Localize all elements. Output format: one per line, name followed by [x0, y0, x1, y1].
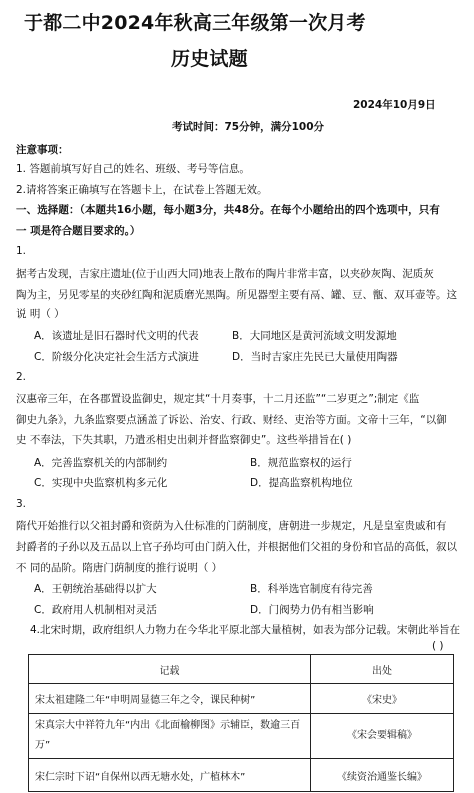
- table-cell: 宋太祖建隆二年“申明周显德三年之令，课民种树”: [29, 684, 311, 714]
- section-heading: 一、选择题：（本题共16小题，每小题3分，共48分。在每个小题给出的四个选项中，只有: [16, 204, 440, 216]
- column-header: 记载: [29, 655, 311, 684]
- question-text: 汉惠帝三年，在各郡置设监御史，规定其“十月奏事，十二月还监”“二岁更之”;制定《监: [16, 393, 420, 405]
- question-text: 隋代开始推行以父祖封爵和资荫为入仕标准的门荫制度，唐朝进一步规定，凡是皇室贵戚和有: [16, 520, 447, 532]
- question-text: [30, 622, 460, 637]
- question-number: 3.: [16, 498, 27, 510]
- table-cell: 《续资治通鉴长编》: [311, 759, 454, 792]
- question-text: 史 不奉法，下失其职，乃遣丞相史出刺并督监察御史”。这些举措旨在( ): [16, 434, 352, 446]
- option-c: C．阶级分化决定社会生活方式演进: [34, 351, 199, 363]
- notes-item: 2.请将答案正确填写在答题卡上，在试卷上答题无效。: [16, 184, 268, 196]
- table-cell: 宋真宗大中祥符九年“内出《北面榆柳图》示辅臣，数逾三百万”: [29, 714, 311, 759]
- question-number: 4.: [30, 624, 41, 636]
- option-b: B．大同地区是黄河流域文明发源地: [232, 330, 397, 342]
- option-a: A．完善监察机关的内部制约: [34, 457, 168, 469]
- question-text: 封爵者的子孙以及五品以上官子孙均可由门荫入仕，并根据他们父祖的身份和官品的高低，叙以: [16, 541, 457, 553]
- question-number: 2.: [16, 371, 27, 383]
- exam-date: 2024年10月9日: [353, 99, 436, 111]
- table-row: [29, 759, 454, 792]
- table-cell: 《宋会要辑稿》: [311, 714, 454, 759]
- answer-blank: ( ): [432, 640, 444, 652]
- table-header-row: [29, 655, 454, 684]
- exam-title: 于都二中2024年秋高三年级第一次月考: [24, 12, 366, 34]
- option-c: C．政府用人机制相对灵活: [34, 604, 157, 616]
- question-stem: 北宋时期，政府组织人力物力在今华北平原北部大量植树，如表为部分记载。宋朝此举旨在: [40, 624, 461, 636]
- option-c: C．实现中央监察机构多元化: [34, 477, 168, 489]
- option-a: A．该遗址是旧石器时代文明的代表: [34, 330, 199, 342]
- exam-subject: 历史试题: [171, 48, 248, 70]
- question-text: 御史九条》，九条监察要点涵盖了诉讼、治安、行政、财经、吏治等方面。文帝十三年，“以御: [16, 414, 447, 426]
- option-b: B．科举选官制度有待完善: [250, 583, 373, 595]
- question-text: 不 同的品阶。隋唐门荫制度的推行说明（ ）: [16, 562, 223, 574]
- table-cell: 宋仁宗时下诏“自保州以西无塘水处，广植林木”: [29, 759, 311, 792]
- question-text: 据考古发现，吉家庄遗址(位于山西大同)地表上散布的陶片非常丰富，以夹砂灰陶、泥质灰: [16, 268, 434, 280]
- table-cell: 《宋史》: [311, 684, 454, 714]
- option-d: D．门阀势力仍有相当影响: [250, 604, 374, 616]
- notes-heading: 注意事项：: [16, 144, 69, 156]
- notes-item: 1. 答题前填写好自己的姓名、班级、考号等信息。: [16, 163, 250, 175]
- section-heading-cont: 一 项是符合题目要求的。）: [16, 225, 141, 237]
- option-d: D．当时吉家庄先民已大量使用陶器: [232, 351, 398, 363]
- option-d: D．提高监察机构地位: [250, 477, 353, 489]
- option-a: A．王朝统治基础得以扩大: [34, 583, 157, 595]
- records-table: [28, 654, 454, 792]
- table-row: [29, 714, 454, 759]
- option-b: B．规范监察权的运行: [250, 457, 352, 469]
- question-text: 说 明（ ）: [16, 308, 65, 320]
- question-number: 1.: [16, 245, 27, 257]
- question-text: 陶为主，另见零星的夹砂红陶和泥质磨光黑陶。所见器型主要有鬲、罐、豆、甑、双耳壶等。这: [16, 289, 457, 301]
- exam-info: 考试时间：75分钟，满分100分: [172, 121, 325, 133]
- column-header: 出处: [311, 655, 454, 684]
- table-row: [29, 684, 454, 714]
